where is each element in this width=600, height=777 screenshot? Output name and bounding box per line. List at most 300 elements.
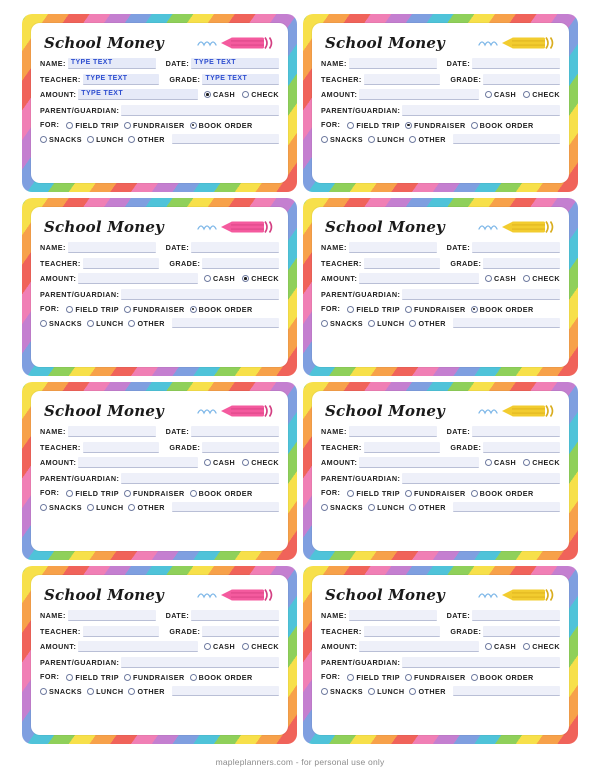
amount-field[interactable] (359, 273, 479, 284)
lunch-radio[interactable] (87, 320, 94, 327)
cash-label: CASH (494, 90, 517, 99)
name-date-row (40, 610, 279, 621)
field-value: TYPE TEXT (81, 90, 124, 97)
field-trip-label: FIELD TRIP (356, 672, 401, 682)
grade-field[interactable] (202, 626, 279, 637)
cash-radio[interactable] (204, 643, 211, 650)
date-field[interactable] (191, 58, 279, 69)
amount-field[interactable] (359, 89, 479, 100)
snacks-option[interactable] (40, 319, 82, 328)
other-option[interactable] (409, 135, 445, 144)
lunch-option[interactable] (87, 319, 123, 328)
cash-option[interactable] (204, 274, 235, 283)
other-radio[interactable] (128, 320, 135, 327)
fundraiser-radio[interactable] (405, 674, 412, 681)
fundraiser-option[interactable] (405, 121, 466, 130)
lunch-option[interactable] (368, 319, 404, 328)
snacks-radio[interactable] (40, 688, 47, 695)
purpose-row-1 (40, 304, 279, 314)
crayon-decoration (478, 36, 558, 50)
date-field[interactable] (472, 58, 560, 69)
fundraiser-option[interactable] (405, 673, 466, 682)
amount-field[interactable] (359, 457, 479, 468)
grade-field[interactable] (483, 74, 560, 85)
amount-field[interactable] (78, 641, 198, 652)
book-order-radio[interactable] (190, 122, 197, 129)
name-field[interactable] (349, 426, 437, 437)
cash-option[interactable] (204, 458, 235, 467)
lunch-radio[interactable] (368, 320, 375, 327)
card-header (40, 213, 279, 239)
fundraiser-radio[interactable] (124, 306, 131, 313)
grade-field[interactable] (202, 442, 279, 453)
book-order-radio[interactable] (471, 674, 478, 681)
teacher-field[interactable] (83, 258, 160, 269)
grade-label: GRADE: (450, 626, 482, 636)
snacks-option[interactable] (40, 687, 82, 696)
teacher-grade-row (40, 74, 279, 85)
snacks-radio[interactable] (40, 320, 47, 327)
purpose-row-1 (321, 304, 560, 314)
fundraiser-option[interactable] (124, 305, 185, 314)
snacks-radio[interactable] (40, 504, 47, 511)
other-label: OTHER (418, 134, 446, 144)
name-field[interactable] (349, 242, 437, 253)
check-radio[interactable] (242, 275, 249, 282)
parent-label: PARENT/GUARDIAN: (321, 473, 401, 483)
other-radio[interactable] (128, 504, 135, 511)
other-field[interactable] (453, 134, 560, 144)
card-form (321, 58, 560, 144)
parent-field[interactable] (121, 289, 279, 300)
other-field[interactable] (172, 134, 279, 144)
cash-radio[interactable] (204, 91, 211, 98)
date-field[interactable] (191, 426, 279, 437)
other-label: OTHER (137, 134, 165, 144)
teacher-label: TEACHER: (321, 74, 362, 84)
check-radio[interactable] (242, 459, 249, 466)
fundraiser-option[interactable] (124, 673, 185, 682)
other-option[interactable] (409, 503, 445, 512)
other-option[interactable] (128, 135, 164, 144)
field-trip-radio[interactable] (347, 122, 354, 129)
check-label: CHECK (532, 274, 560, 283)
card-header (40, 397, 279, 423)
other-radio[interactable] (409, 504, 416, 511)
card-header (321, 213, 560, 239)
amount-field[interactable] (78, 457, 198, 468)
card-header (40, 581, 279, 607)
teacher-field[interactable] (364, 74, 441, 85)
book-order-option[interactable] (471, 673, 534, 682)
crayon-icon (502, 36, 558, 50)
parent-row (40, 473, 279, 484)
field-trip-radio[interactable] (66, 490, 73, 497)
snacks-option[interactable] (321, 687, 363, 696)
name-field[interactable] (68, 426, 156, 437)
book-order-option[interactable] (190, 673, 253, 682)
snacks-label: SNACKS (49, 134, 83, 144)
date-label: DATE: (165, 243, 190, 252)
snacks-radio[interactable] (321, 320, 328, 327)
book-order-option[interactable] (190, 121, 253, 130)
cash-radio[interactable] (204, 275, 211, 282)
cash-option[interactable] (204, 642, 235, 651)
parent-row (40, 105, 279, 116)
check-radio[interactable] (523, 91, 530, 98)
purpose-row-2 (321, 686, 560, 696)
cash-radio[interactable] (204, 459, 211, 466)
for-label: FOR: (321, 120, 341, 129)
fundraiser-label: FUNDRAISER (414, 672, 466, 682)
crayon-icon (221, 404, 277, 418)
snacks-option[interactable] (40, 503, 82, 512)
amount-payment-row (40, 273, 279, 284)
check-radio[interactable] (523, 459, 530, 466)
parent-label: PARENT/GUARDIAN: (40, 473, 120, 483)
lunch-option[interactable] (87, 687, 123, 696)
date-label: DATE: (165, 611, 190, 620)
snacks-option[interactable] (40, 135, 82, 144)
parent-field[interactable] (121, 105, 279, 116)
crayon-decoration (197, 36, 277, 50)
cash-option[interactable] (485, 90, 516, 99)
date-label: DATE: (165, 427, 190, 436)
field-trip-option[interactable] (66, 305, 119, 314)
cash-label: CASH (494, 458, 517, 467)
name-label: NAME: (321, 59, 347, 68)
money-card (303, 14, 578, 192)
grade-label: GRADE: (450, 74, 482, 84)
check-option[interactable] (242, 458, 279, 467)
for-label: FOR: (321, 304, 341, 313)
book-order-label: BOOK ORDER (479, 488, 534, 498)
snacks-radio[interactable] (321, 688, 328, 695)
check-label: CHECK (251, 90, 279, 99)
card-content (312, 207, 569, 367)
parent-label: PARENT/GUARDIAN: (40, 105, 120, 115)
name-label: NAME: (40, 59, 66, 68)
parent-field[interactable] (402, 657, 560, 668)
name-label: NAME: (321, 611, 347, 620)
book-order-radio[interactable] (190, 306, 197, 313)
fundraiser-option[interactable] (124, 121, 185, 130)
card-content (312, 575, 569, 735)
other-radio[interactable] (128, 136, 135, 143)
other-option[interactable] (128, 687, 164, 696)
field-trip-option[interactable] (66, 673, 119, 682)
teacher-field[interactable] (364, 626, 441, 637)
snacks-label: SNACKS (330, 686, 364, 696)
field-trip-option[interactable] (347, 673, 400, 682)
amount-field[interactable] (78, 273, 198, 284)
field-trip-option[interactable] (347, 121, 400, 130)
check-option[interactable] (242, 90, 279, 99)
card-header (321, 581, 560, 607)
field-trip-radio[interactable] (66, 122, 73, 129)
teacher-label: TEACHER: (321, 626, 362, 636)
snacks-option[interactable] (321, 503, 363, 512)
cash-radio[interactable] (485, 459, 492, 466)
parent-field[interactable] (402, 289, 560, 300)
book-order-option[interactable] (190, 489, 253, 498)
other-option[interactable] (128, 319, 164, 328)
snacks-radio[interactable] (321, 504, 328, 511)
check-option[interactable] (523, 90, 560, 99)
check-option[interactable] (242, 642, 279, 651)
other-option[interactable] (128, 503, 164, 512)
lunch-option[interactable] (87, 503, 123, 512)
teacher-field[interactable] (83, 442, 160, 453)
parent-field[interactable] (121, 473, 279, 484)
name-date-row (321, 58, 560, 69)
amount-payment-row (321, 641, 560, 652)
other-field[interactable] (172, 318, 279, 328)
snacks-radio[interactable] (40, 136, 47, 143)
lunch-radio[interactable] (87, 688, 94, 695)
book-order-label: BOOK ORDER (479, 304, 534, 314)
teacher-grade-row (321, 626, 560, 637)
fundraiser-option[interactable] (405, 305, 466, 314)
book-order-option[interactable] (471, 489, 534, 498)
fundraiser-option[interactable] (124, 489, 185, 498)
check-option[interactable] (242, 274, 279, 283)
other-radio[interactable] (409, 688, 416, 695)
book-order-radio[interactable] (190, 490, 197, 497)
cash-label: CASH (494, 642, 517, 651)
card-title: School Money (325, 401, 445, 420)
fundraiser-radio[interactable] (405, 122, 412, 129)
name-field[interactable] (349, 58, 437, 69)
cash-label: CASH (494, 274, 517, 283)
field-value: TYPE TEXT (70, 59, 113, 66)
fundraiser-label: FUNDRAISER (133, 488, 185, 498)
book-order-radio[interactable] (471, 306, 478, 313)
crayon-decoration (478, 588, 558, 602)
name-field[interactable] (349, 610, 437, 621)
amount-field[interactable] (78, 89, 198, 100)
book-order-option[interactable] (190, 305, 253, 314)
grade-label: GRADE: (169, 258, 201, 268)
other-radio[interactable] (128, 688, 135, 695)
parent-label: PARENT/GUARDIAN: (40, 657, 120, 667)
field-trip-option[interactable] (66, 121, 119, 130)
money-card (22, 14, 297, 192)
book-order-label: BOOK ORDER (198, 672, 253, 682)
snacks-label: SNACKS (330, 318, 364, 328)
fundraiser-radio[interactable] (124, 122, 131, 129)
other-radio[interactable] (409, 136, 416, 143)
field-trip-radio[interactable] (66, 674, 73, 681)
fundraiser-radio[interactable] (124, 490, 131, 497)
card-title: School Money (44, 585, 164, 604)
fundraiser-option[interactable] (405, 489, 466, 498)
snacks-label: SNACKS (49, 686, 83, 696)
lunch-option[interactable] (368, 503, 404, 512)
for-label: FOR: (40, 672, 60, 681)
check-label: CHECK (251, 642, 279, 651)
grade-field[interactable] (483, 442, 560, 453)
grade-label: GRADE: (169, 442, 201, 452)
field-trip-radio[interactable] (347, 306, 354, 313)
cash-option[interactable] (485, 458, 516, 467)
teacher-label: TEACHER: (40, 626, 81, 636)
crayon-decoration (197, 220, 277, 234)
fundraiser-label: FUNDRAISER (414, 488, 466, 498)
parent-label: PARENT/GUARDIAN: (321, 657, 401, 667)
teacher-field[interactable] (364, 442, 441, 453)
parent-field[interactable] (402, 473, 560, 484)
lunch-option[interactable] (87, 135, 123, 144)
name-field[interactable] (68, 242, 156, 253)
lunch-label: LUNCH (377, 502, 405, 512)
field-trip-option[interactable] (347, 489, 400, 498)
crayon-decoration (478, 220, 558, 234)
grade-label: GRADE: (450, 442, 482, 452)
card-header (321, 397, 560, 423)
parent-field[interactable] (121, 657, 279, 668)
squiggle-icon (197, 222, 219, 232)
card-content (31, 23, 288, 183)
date-label: DATE: (446, 59, 471, 68)
date-field[interactable] (472, 242, 560, 253)
cash-radio[interactable] (485, 643, 492, 650)
lunch-radio[interactable] (368, 136, 375, 143)
lunch-radio[interactable] (368, 688, 375, 695)
cash-option[interactable] (204, 90, 235, 99)
lunch-label: LUNCH (96, 134, 124, 144)
snacks-option[interactable] (321, 135, 363, 144)
book-order-radio[interactable] (471, 490, 478, 497)
purpose-row-1 (40, 488, 279, 498)
snacks-radio[interactable] (321, 136, 328, 143)
lunch-radio[interactable] (368, 504, 375, 511)
field-trip-label: FIELD TRIP (75, 304, 120, 314)
date-label: DATE: (446, 611, 471, 620)
lunch-radio[interactable] (87, 136, 94, 143)
field-trip-option[interactable] (66, 489, 119, 498)
for-label: FOR: (321, 672, 341, 681)
date-field[interactable] (472, 426, 560, 437)
money-card (303, 566, 578, 744)
parent-field[interactable] (402, 105, 560, 116)
teacher-field[interactable] (83, 74, 160, 85)
amount-field[interactable] (359, 641, 479, 652)
cash-label: CASH (213, 90, 236, 99)
snacks-label: SNACKS (49, 502, 83, 512)
grade-field[interactable] (483, 258, 560, 269)
parent-row (321, 657, 560, 668)
teacher-field[interactable] (83, 626, 160, 637)
lunch-option[interactable] (368, 135, 404, 144)
cash-option[interactable] (485, 642, 516, 651)
purpose-row-2 (321, 318, 560, 328)
parent-label: PARENT/GUARDIAN: (321, 289, 401, 299)
money-card (303, 382, 578, 560)
field-trip-radio[interactable] (347, 674, 354, 681)
book-order-option[interactable] (471, 305, 534, 314)
teacher-grade-row (321, 74, 560, 85)
field-trip-radio[interactable] (347, 490, 354, 497)
date-label: DATE: (165, 59, 190, 68)
name-date-row (321, 242, 560, 253)
lunch-option[interactable] (368, 687, 404, 696)
field-trip-radio[interactable] (66, 306, 73, 313)
date-label: DATE: (446, 243, 471, 252)
field-trip-label: FIELD TRIP (356, 304, 401, 314)
amount-payment-row (40, 641, 279, 652)
check-radio[interactable] (242, 91, 249, 98)
date-field[interactable] (191, 610, 279, 621)
card-content (31, 575, 288, 735)
other-option[interactable] (409, 319, 445, 328)
field-trip-label: FIELD TRIP (75, 120, 120, 130)
other-radio[interactable] (409, 320, 416, 327)
fundraiser-radio[interactable] (405, 306, 412, 313)
snacks-option[interactable] (321, 319, 363, 328)
name-field[interactable] (68, 58, 156, 69)
cash-radio[interactable] (485, 275, 492, 282)
check-option[interactable] (523, 274, 560, 283)
grade-label: GRADE: (169, 74, 201, 84)
other-field[interactable] (172, 502, 279, 512)
date-field[interactable] (191, 242, 279, 253)
other-field[interactable] (172, 686, 279, 696)
lunch-radio[interactable] (87, 504, 94, 511)
parent-label: PARENT/GUARDIAN: (321, 105, 401, 115)
purpose-row-2 (40, 686, 279, 696)
other-option[interactable] (409, 687, 445, 696)
check-option[interactable] (523, 642, 560, 651)
check-radio[interactable] (523, 643, 530, 650)
name-field[interactable] (68, 610, 156, 621)
teacher-label: TEACHER: (321, 258, 362, 268)
amount-label: AMOUNT: (321, 458, 358, 467)
name-date-row (40, 242, 279, 253)
other-field[interactable] (453, 502, 560, 512)
book-order-option[interactable] (471, 121, 534, 130)
teacher-field[interactable] (364, 258, 441, 269)
check-radio[interactable] (242, 643, 249, 650)
book-order-label: BOOK ORDER (198, 488, 253, 498)
grade-field[interactable] (483, 626, 560, 637)
book-order-radio[interactable] (471, 122, 478, 129)
grade-field[interactable] (202, 74, 279, 85)
field-trip-option[interactable] (347, 305, 400, 314)
purpose-row-2 (40, 318, 279, 328)
other-field[interactable] (453, 318, 560, 328)
date-field[interactable] (472, 610, 560, 621)
other-field[interactable] (453, 686, 560, 696)
page-footer: mapleplanners.com - for personal use only (215, 757, 385, 767)
card-title: School Money (44, 33, 164, 52)
teacher-grade-row (40, 442, 279, 453)
check-option[interactable] (523, 458, 560, 467)
grade-field[interactable] (202, 258, 279, 269)
squiggle-icon (197, 406, 219, 416)
amount-label: AMOUNT: (40, 642, 77, 651)
book-order-radio[interactable] (190, 674, 197, 681)
other-label: OTHER (418, 502, 446, 512)
check-radio[interactable] (523, 275, 530, 282)
fundraiser-radio[interactable] (124, 674, 131, 681)
name-date-row (40, 426, 279, 437)
crayon-icon (221, 220, 277, 234)
cash-radio[interactable] (485, 91, 492, 98)
fundraiser-radio[interactable] (405, 490, 412, 497)
name-label: NAME: (321, 427, 347, 436)
cash-option[interactable] (485, 274, 516, 283)
